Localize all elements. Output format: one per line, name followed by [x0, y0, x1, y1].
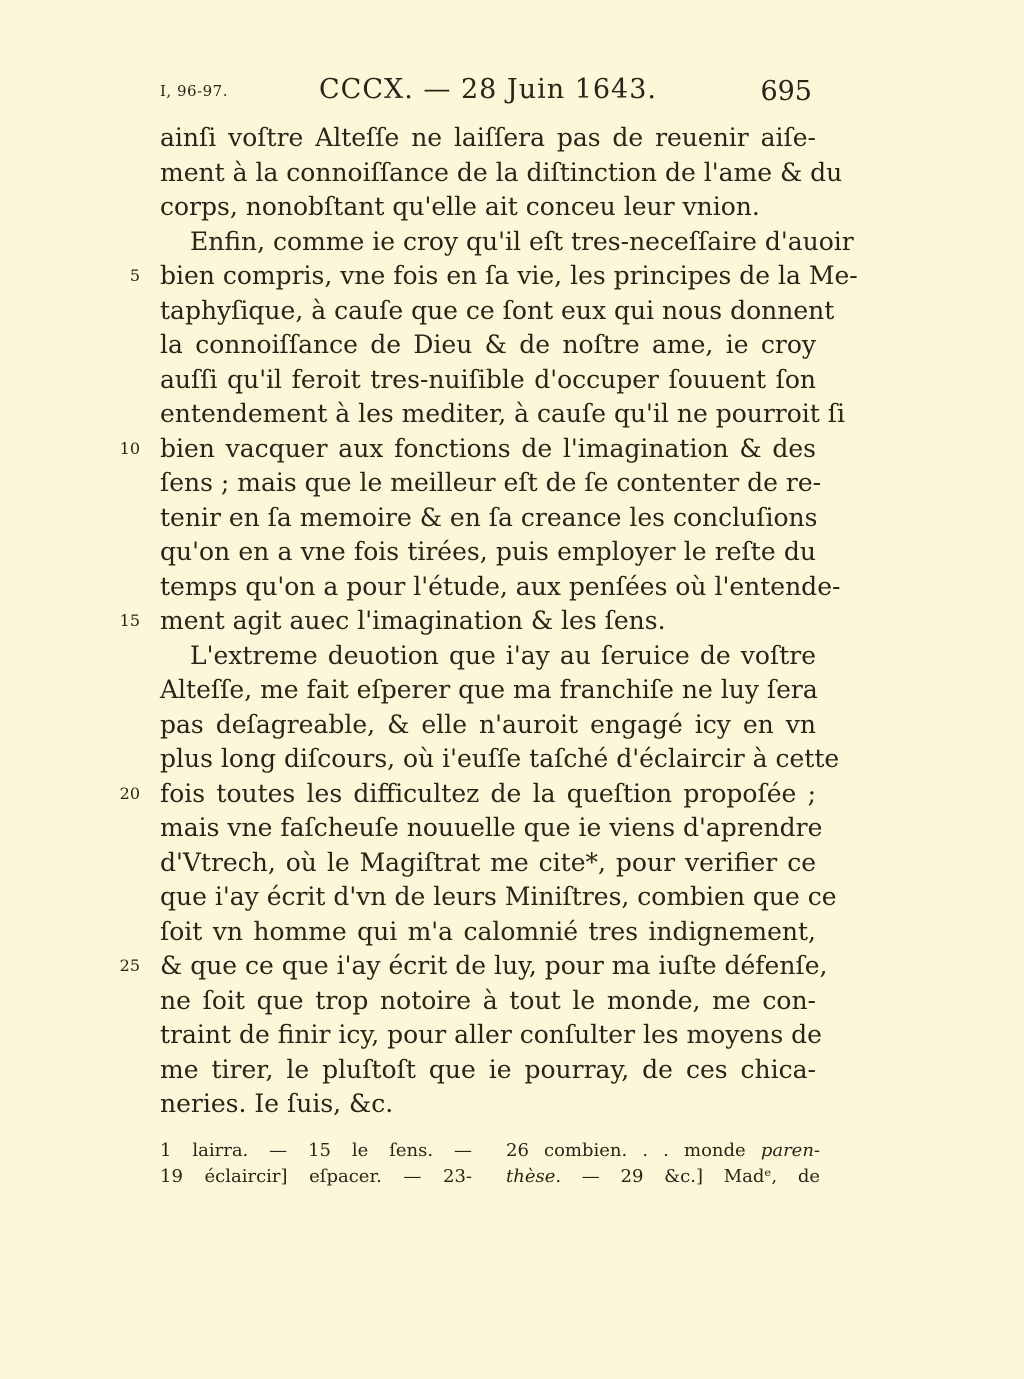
line-number: 10	[119, 438, 140, 458]
text-line	[160, 1053, 816, 1088]
letter-heading: CCCX. — 28 Juin 1643.	[319, 74, 657, 105]
text-line	[160, 915, 816, 950]
text-line-content: tenir en ſa memoire & en ſa creance les concluſions	[160, 502, 818, 532]
text-line-content: corps, nonobſtant qu'elle ait conceu leur vnion.	[160, 192, 760, 221]
footnote-line: 1 lairra. — 15 le ſens. —	[160, 1140, 472, 1161]
text-line-content: entendement à les mediter, à cauſe qu'il ne pourroit ſi	[160, 399, 846, 428]
text-line-content: que i'ay écrit d'vn de leurs Miniſtres, combien que ce	[160, 882, 837, 911]
footnote-text: — 29 &c.] Madᵉ, de	[561, 1166, 820, 1187]
text-line	[160, 1018, 822, 1053]
footnote-line: 19 éclaircir] eſpacer. — 23-	[160, 1166, 472, 1187]
text-line	[160, 880, 837, 915]
text-line	[160, 846, 816, 881]
text-line	[160, 708, 816, 743]
text-line-content: pas deſagreable, & elle n'auroit engagé icy en vn	[160, 709, 816, 739]
text-line-content: la connoiſſance de Dieu & de noſtre ame, ie croy	[160, 330, 816, 359]
footnote-line	[506, 1164, 820, 1190]
footnote-italic: paren-	[760, 1140, 820, 1161]
text-line-content: d'Vtrech, où le Magiſtrat me cite*, pour verifier ce	[160, 847, 816, 877]
page-reference: I, 96-97.	[160, 82, 228, 100]
text-line-content: temps qu'on a pour l'étude, aux penſées où l'entende-	[160, 571, 841, 601]
text-line	[160, 984, 816, 1019]
text-line-content: plus long diſcours, où i'euſſe taſché d'éclaircir à cette	[160, 744, 840, 773]
text-line	[160, 397, 846, 432]
page-header	[160, 74, 816, 110]
text-line-content: ment à la connoiſſance de la diſtinction de l'ame & du	[160, 157, 843, 187]
text-line-content: traint de finir icy, pour aller conſulter les moyens de	[160, 1020, 822, 1049]
line-number: 25	[119, 956, 140, 975]
footnotes-left-column	[160, 1138, 472, 1190]
text-line-content: Enfin, comme ie croy qu'il eſt tres-neceſſaire d'auoir	[190, 226, 854, 256]
text-line	[160, 328, 816, 363]
text-line-content: bien compris, vne fois en ſa vie, les principes de la Me-	[160, 261, 858, 290]
text-line-content: L'extreme deuotion que i'ay au ſeruice de voſtre	[190, 640, 816, 670]
line-number: 5	[129, 266, 140, 285]
line-number: 20	[119, 783, 140, 803]
text-line-content: Alteſſe, me fait eſperer que ma franchiſe ne luy ſera	[160, 675, 818, 704]
text-line	[160, 225, 854, 260]
text-line	[119, 432, 816, 467]
text-line	[119, 949, 828, 984]
text-line	[160, 535, 816, 570]
page-number: 695	[760, 76, 812, 107]
text-line	[160, 673, 816, 708]
text-line	[160, 156, 843, 191]
text-line	[160, 639, 816, 674]
text-line	[160, 742, 840, 777]
text-line	[119, 604, 816, 639]
text-line-content: ainſi voſtre Alteſſe ne laiſſera pas de reuenir aiſe-	[160, 123, 816, 152]
text-line-content: qu'on en a vne fois tirées, puis employer le reſte du	[160, 537, 816, 566]
text-line	[160, 1087, 816, 1122]
text-line	[119, 777, 816, 812]
line-number: 15	[119, 611, 140, 630]
text-line	[160, 190, 816, 225]
footnote-text: 26 combien. . . monde	[506, 1140, 761, 1161]
text-line	[129, 259, 858, 294]
letter-body	[119, 121, 858, 1122]
text-line	[160, 363, 816, 398]
text-line-content: neries. Ie ſuis, &c.	[160, 1089, 394, 1118]
text-line-content: ne ſoit que trop notoire à tout le monde, me con-	[160, 985, 816, 1015]
text-line-content: taphyſique, à cauſe que ce ſont eux qui nous donnent	[160, 295, 835, 325]
text-line	[160, 466, 822, 501]
text-line	[160, 501, 816, 536]
footnote-line	[506, 1138, 820, 1164]
text-line	[160, 294, 835, 329]
text-line-content: fois toutes les difficultez de la queſtion propoſée ;	[160, 778, 816, 808]
text-line-content: mais vne faſcheuſe nouuelle que ie viens d'aprendre	[160, 813, 823, 842]
footnote-italic: thèse.	[506, 1166, 562, 1187]
text-line-content: ſoit vn homme qui m'a calomnié tres indignement,	[160, 916, 816, 946]
text-line-content: & que ce que i'ay écrit de luy, pour ma iuſte défenſe,	[160, 951, 828, 980]
text-line-content: auſſi qu'il feroit tres-nuiſible d'occuper ſouuent ſon	[160, 364, 816, 394]
text-line	[160, 570, 841, 605]
text-line	[160, 121, 816, 156]
text-line-content: me tirer, le pluſtoſt que ie pourray, de ces chica-	[160, 1054, 816, 1084]
text-line-content: ſens ; mais que le meilleur eſt de ſe contenter de re-	[160, 468, 822, 497]
footnotes-right-column	[506, 1138, 820, 1190]
text-line	[160, 811, 823, 846]
text-line-content: bien vacquer aux fonctions de l'imagination & des	[160, 433, 816, 463]
text-line-content: ment agit auec l'imagination & les ſens.	[160, 606, 666, 635]
